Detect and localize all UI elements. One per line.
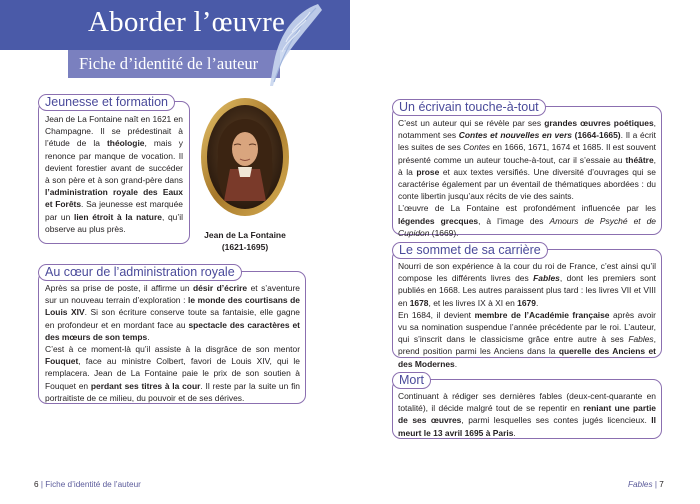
footer-separator-left: |	[40, 480, 43, 489]
section-title-mort: Mort	[392, 372, 431, 389]
footer-right	[628, 480, 664, 489]
footer-left	[34, 480, 141, 489]
section-text-sommet: Nourri de son expérience à la cour du roi de France, c’est ainsi qu’il compose les différents livres des Fables, dont les premiers sont publiés en 1668. Les autres paraissent plus tard : les livres VII et VIII en 1678, et les livres IX à XI en 1679. En 1684, il devient membre de l’Académie française après avoir vu sa nomination suspendue l’année précédente par le roi. L’auteur, qui s’inscrit dans le classicisme grâce entre autre à ses Fables, prend position parmi les Anciens dans la querelle des Anciens et des Modernes.	[398, 261, 657, 369]
page-number-left: 6	[34, 480, 39, 489]
section-title-administration: Au cœur de l’administration royale	[38, 264, 242, 281]
page-number-right: 7	[659, 480, 664, 489]
footer-label-right: Fables	[628, 480, 653, 489]
section-title-jeunesse: Jeunesse et formation	[38, 94, 175, 111]
footer-label-left: Fiche d’identité de l’auteur	[45, 480, 141, 489]
caption-dates: (1621-1695)	[221, 242, 269, 252]
section-text-administration: Après sa prise de poste, il affirme un désir d’écrire et s’aventure sur un nouveau terrain d’exploration : le monde des courtisans de Louis XIV. Si son écriture conserve toute sa fantaisie, elle gagne en profondeur et en mordant face au spectacle des caractères et des mœurs de son temps. C’est à ce moment-là qu’il assiste à la disgrâce de son mentor Fouquet, face au ministre Colbert, favori de Louis XIV, qui le remplacera. Jean de La Fontaine paie le prix de son soutien à Fouquet en perdant ses titres à la cour. Il reste par la suite un fin portraitiste de ce milieu, du pouvoir et de ses dérives.	[45, 283, 300, 403]
section-text-ecrivain: C’est un auteur qui se révèle par ses grandes œuvres poétiques, notamment ses Contes et nouvelles en vers (1664-1665). Il a écrit les suites de ses Contes en 1666, 1671, 1674 et 1685. Il est souvent présenté comme un auteur touche-à-tout, car il s’essaie au théâtre, à la prose et aux textes versifiés. Une diversité d’ouvrages qui se caractérise également par un éventail de thématiques abordées : du conte libertin jusqu’aux récits de vie des saints. L’œuvre de La Fontaine est profondément influencée par les légendes grecques, à l’image des Amours de Psyché et de Cupidon (1669).	[398, 118, 656, 238]
caption-name: Jean de La Fontaine	[204, 230, 286, 240]
section-text-mort: Continuant à rédiger ses dernières fables (deux-cent-quarante en totalité), il décide malgré tout de se repentir en reniant une partie de ses œuvres, parmi lesquelles ses contes jugés licencieux. Il meurt le 13 avril 1695 à Paris.	[398, 391, 656, 438]
section-text-jeunesse: Jean de La Fontaine naît en 1621 en Champagne. Il se prédestinait à l’étude de la théologie, mais y renonce par manque de vocation. Il devient forestier avant de succéder à son père et à son grand-père dans l’administration royale des Eaux et Forêts. Sa jeunesse est marquée par un lien étroit à la nature, qu’il observe au plus près.	[45, 114, 183, 234]
footer-separator-right: |	[654, 480, 657, 489]
section-title-ecrivain: Un écrivain touche-à-tout	[392, 99, 546, 116]
page-title: Aborder l’œuvre	[88, 6, 286, 38]
author-portrait	[200, 97, 290, 217]
portrait-caption	[196, 229, 294, 253]
section-title-sommet: Le sommet de sa carrière	[392, 242, 548, 259]
quill-icon	[266, 2, 326, 88]
page-subtitle: Fiche d’identité de l’auteur	[79, 54, 259, 73]
